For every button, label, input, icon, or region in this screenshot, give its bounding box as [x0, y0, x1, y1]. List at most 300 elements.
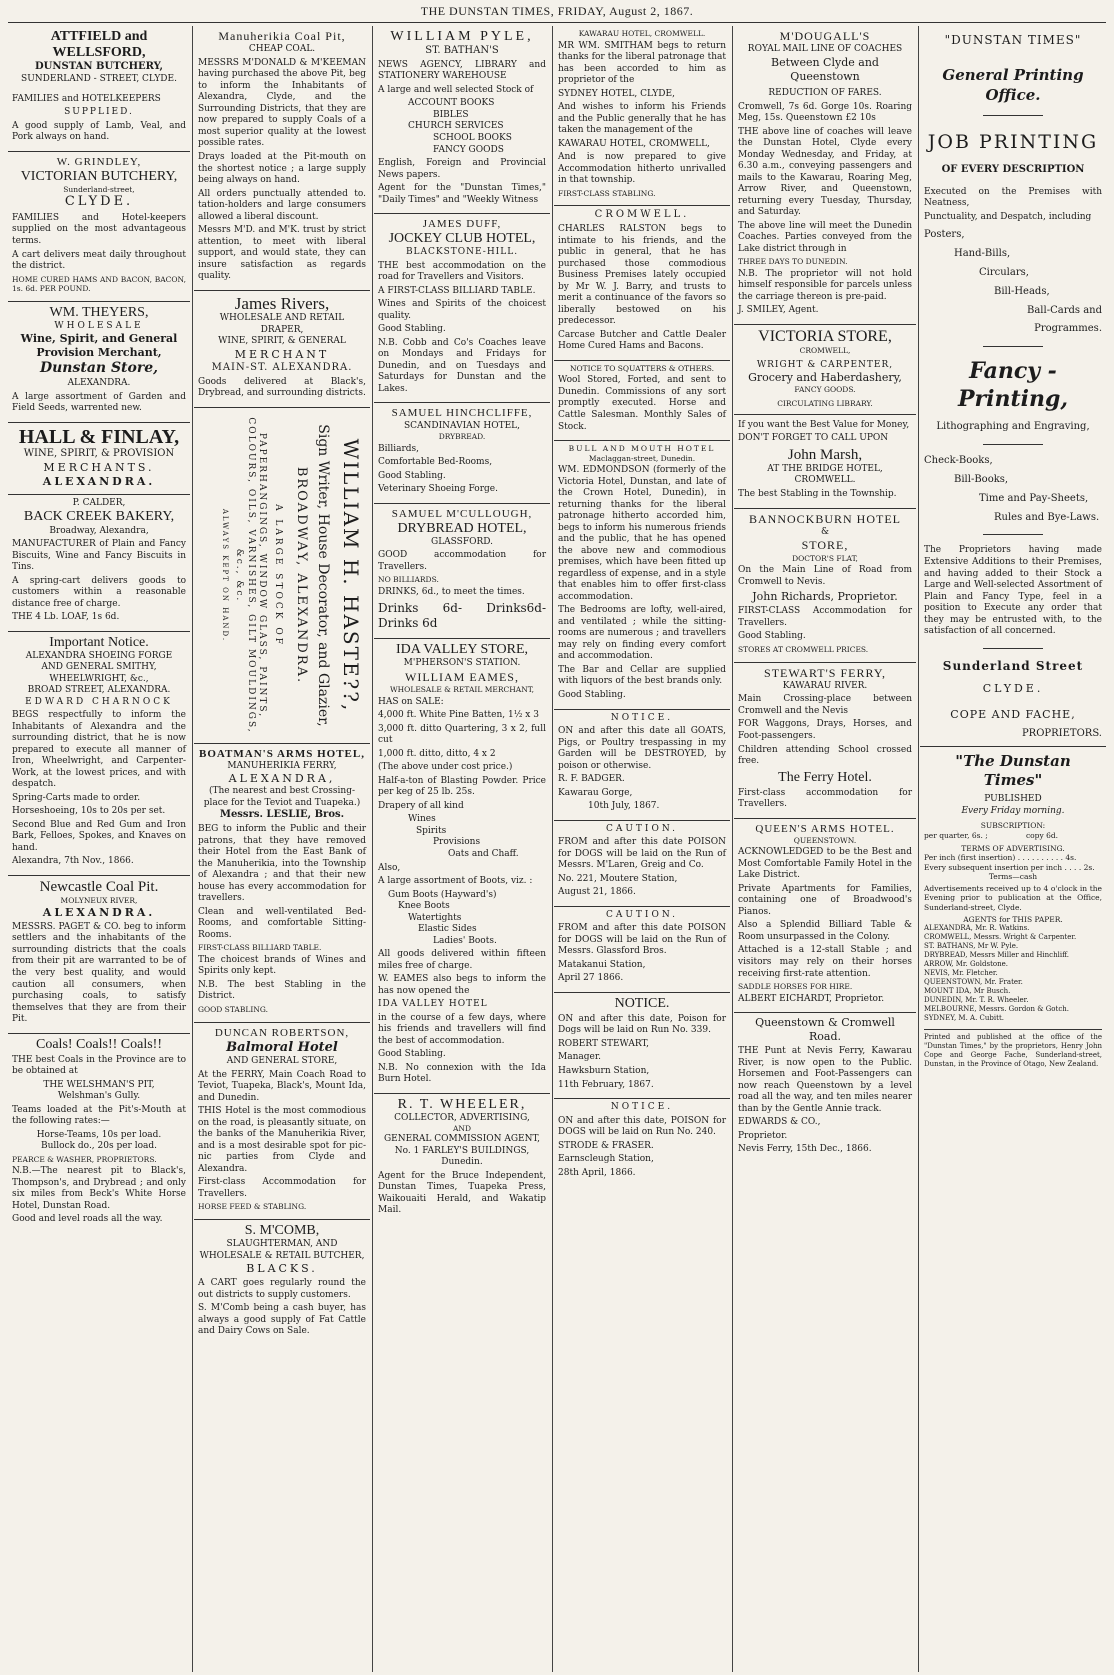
ad-text: ALEXANDRA.	[42, 474, 156, 488]
ad-text: Dunedin.	[441, 1157, 483, 1168]
ad-title: ATTFIELD and WELLSFORD,	[50, 29, 148, 61]
ad-text: ALEXANDRA,	[228, 772, 336, 786]
ad-text: 1,000 ft. ditto, ditto, 4 x 2	[378, 748, 496, 759]
ad-text: Welshman's Gully.	[57, 1091, 141, 1102]
ad-text: BLACKS.	[246, 1262, 318, 1276]
ad-title: SAMUEL HINCHCLIFFE,	[391, 407, 533, 420]
ad-text: FOR Waggons, Drays, Horses, and Foot-passengers.	[738, 719, 912, 741]
ad-text: Half-a-ton of Blasting Powder. Price per keg of 25 lb. 25s.	[378, 775, 546, 798]
ad-date: 10th July, 1867.	[588, 801, 660, 812]
ad-text: MANUHERIKIA FERRY,	[227, 760, 337, 771]
ad-text: MANUFACTURER of Plain and Fancy Biscuits, Wine and Fancy Biscuits in Tins.	[12, 539, 186, 573]
ad-text: N.B. The proprietor will not hold himself responsible for parcels unless the carriage thereon is pre-paid.	[738, 268, 912, 302]
agent-item: MOUNT IDA, Mr Busch.	[924, 986, 1011, 995]
ad-title: BULL AND MOUTH HOTEL	[568, 444, 716, 454]
ad-text: Veterinary Shoeing Forge.	[378, 484, 498, 495]
ad-text: A spring-cart delivers goods to customers within a reasonable distance free of charge.	[12, 575, 186, 609]
rule-ornament	[983, 115, 1043, 116]
ad-wheeler	[374, 1094, 550, 1224]
ad-title: STEWART'S FERRY,	[764, 665, 886, 680]
ad-grindley	[8, 152, 190, 302]
column-6	[920, 26, 1106, 1672]
ad-boatman	[194, 744, 370, 1023]
rule-ornament	[983, 444, 1043, 445]
ad-name: EDWARD CHARNOCK	[25, 696, 173, 707]
ad-text: S. M'Comb being a cash buyer, has always a good supply of Fat Cattle and Dairy Cows on Sale.	[198, 1303, 366, 1337]
ad-text: At the FERRY, Main Coach Road to Teviot, Tuapeka, Black's, Mount Ida, and Dunedin.	[198, 1069, 366, 1103]
ad-text: No. 221, Moutere Station,	[558, 873, 678, 884]
ad-text: Messrs. LESLIE, Bros.	[219, 809, 345, 821]
ad-text: A large and well selected Stock of	[378, 84, 534, 95]
ad-text: PEARCE & WASHER, PROPRIETORS.	[12, 1154, 157, 1164]
ad-text: THE Punt at Nevis Ferry, Kawarau River, is now open to the Public. Horsemen and Foot-Passengers can now reach Queenstown by a level road all the way, and ten miles nearer than by the Gentle Annie track.	[738, 1046, 912, 1114]
ad-text: Spring-Carts made to order.	[12, 792, 141, 803]
ad-text: M'PHERSON'S STATION.	[403, 658, 521, 669]
ad-cromwell	[554, 206, 730, 360]
agent-item: CROMWELL, Messrs. Wright & Carpenter.	[924, 933, 1077, 942]
ad-text: STRODE & FRASER.	[558, 1140, 654, 1151]
ad-text: N.B. No connexion with the Ida Burn Hotel.	[378, 1062, 546, 1085]
ad-list-item: BIBLES	[433, 109, 469, 120]
column-4	[554, 26, 730, 1672]
ad-title: General Printing Office.	[942, 66, 1084, 104]
ad-pyle	[374, 26, 550, 214]
ad-text: THE best accommodation on the road for Travellers and Visitors.	[378, 260, 546, 283]
ad-text: Wines and Spirits of the choicest quality.	[378, 299, 546, 321]
ad-title: "The Dunstan Times"	[955, 751, 1071, 790]
ad-text: HAS on SALE:	[378, 696, 444, 707]
ad-text: If you want the Best Value for Money,	[738, 419, 910, 430]
ad-text: Good Stabling.	[738, 631, 806, 642]
ad-title: NOTICE.	[610, 1102, 674, 1113]
ad-text: The above line will meet the Dunedin Coaches. Parties conveyed from the Lake district through in	[738, 220, 912, 254]
ad-text: The Bar and Cellar are supplied with liquors of the best brands only.	[558, 664, 726, 687]
ad-text: Clean and well-ventilated Bed-Rooms, and comfortable Sitting-Rooms.	[198, 906, 366, 940]
ad-coals	[8, 1034, 190, 1233]
ad-title: Newcastle Coal Pit.	[39, 879, 159, 895]
ad-list-item: Wines	[408, 814, 436, 825]
ad-notice-stewart	[554, 993, 730, 1099]
ad-text: Wine, Spirit, and General	[20, 332, 178, 346]
ad-list-item: Watertights	[408, 912, 462, 923]
ad-list-item: Elastic Sides	[418, 924, 477, 935]
ad-text: CHARLES RALSTON begs to intimate to his friends, and the public in general, that he has purchased those commodious Business Premises lately occupied by Mr W. J. Barry, and trusts to merit a continuance of the favors so liberally bestowed on his predecessor.	[558, 224, 726, 327]
ad-text: Kawarau Gorge,	[558, 787, 633, 798]
ad-list-item: CHURCH SERVICES	[408, 121, 504, 132]
ad-text: First-class accommodation for Travellers.	[738, 787, 912, 810]
ad-text: 4,000 ft. White Pine Batten, 1½ x 3	[378, 710, 539, 721]
ad-queenstown-road	[734, 1013, 916, 1163]
ad-printing-office	[920, 26, 1106, 747]
ad-text: KAWARAU HOTEL, CROMWELL,	[558, 138, 710, 149]
ad-text: DRINKS, 6d., to meet the times.	[378, 587, 525, 597]
ad-name: JAMES DUFF,	[422, 218, 502, 231]
ad-text: All orders punctually attended to. tation-holders and large consumers allowed a liberal discount.	[198, 188, 366, 222]
ad-title: "DUNSTAN TIMES"	[944, 33, 1082, 47]
ad-text: Children attending School crossed free.	[738, 744, 912, 767]
ad-text: BEGS respectfully to inform the Inhabitants of Alexandra and the surrounding district, that he is now prepared to execute all manner of Iron, Wheelwright, and Carpenter-Work, at the lowest prices, and with despatch.	[12, 710, 186, 790]
ad-text: PAPERHANGINGS, WINDOW GLASS, PAINTS, COLOURS, OILS, VARNISHES, GILT MOULDINGS, &c., &c.	[234, 417, 268, 734]
ad-title: M'DOUGALL'S	[779, 29, 871, 43]
ad-robertson	[194, 1023, 370, 1220]
ad-text: ON and after this date, Poison for Dogs will be laid on Run No. 339.	[558, 1013, 726, 1036]
ad-text: THE above line of coaches will leave the Dunstan Hotel, Clyde every Monday Wednesday, and Friday, at 6.30 a.m., conveying passengers and mails to the Kawarau, Roaring Meg, Arrow River, and Queenstown, returning every Tuesday, Thursday, and Saturday.	[738, 126, 912, 218]
agent-item: ALEXANDRA, Mr. R. Watkins.	[924, 924, 1030, 933]
ad-text: A CART goes regularly round the out districts to supply customers.	[198, 1278, 366, 1300]
ad-text: Wool Stored, Forted, and sent to Dunedin. Commissions of any sort promptly executed. Horse and Cattle Salesman. Monthly Sales of Stock.	[558, 375, 726, 432]
ad-kawarau	[554, 26, 730, 206]
ad-text: Terms—cash	[988, 872, 1038, 882]
ad-text: Hawksburn Station,	[558, 1065, 650, 1076]
ad-list-item: Bill-Books,	[954, 474, 1009, 486]
ad-title: Coals! Coals!! Coals!!	[36, 1036, 162, 1052]
ad-text: Agent for the "Dunstan Times," "Daily Times" and "Weekly Witness	[378, 183, 546, 205]
ad-title: CAUTION.	[605, 909, 679, 920]
ad-title: John Marsh,	[787, 446, 863, 463]
ad-text: A good supply of Lamb, Veal, and Pork always on hand.	[12, 120, 186, 143]
ad-text: Every subsequent insertion per inch . . . . 2s.	[924, 862, 1095, 872]
ad-address: SUNDERLAND - STREET, CLYDE.	[21, 73, 177, 84]
ad-text: HOME CURED HAMS AND BACON, BACON, 1s. 6d. PER POUND.	[12, 274, 186, 294]
ad-text: FAMILIES and HOTELKEEPERS	[12, 93, 161, 104]
ad-text: Good Stabling.	[378, 470, 446, 481]
ad-text: The Proprietors having made Extensive Additions to their Premises, and having added to their Stock a Large and Well-selected Assortment of Plain and Fancy Type, feel in a position to Execute any order that they may be entrusted with, to the satisfaction of all concerned.	[924, 545, 1102, 637]
ad-text: The best Stabling in the Township.	[738, 488, 897, 499]
ad-text: Also,	[378, 862, 401, 873]
ad-text: NEWS AGENCY, LIBRARY and STATIONERY WAREHOUSE	[378, 59, 546, 82]
ad-text: COPE AND FACHE,	[950, 708, 1076, 722]
ad-text: Good and level roads all the way.	[12, 1214, 163, 1225]
ad-text: The choicest brands of Wines and Spirits only kept.	[198, 954, 366, 977]
ad-text: A large assortment of Boots, viz. :	[378, 876, 533, 887]
ad-title: HALL & FINLAY,	[18, 425, 180, 448]
ad-text: ALBERT EICHARDT, Proprietor.	[738, 993, 885, 1004]
imprint: Printed and published at the office of the "Dunstan Times," by the proprietors, Henry John Cope and George Fache, Sunderland-street, Dunstan, in the Province of Otago, New Zealand.	[924, 1029, 1102, 1069]
ad-list-item: Ball-Cards and	[1027, 304, 1102, 316]
ad-text: BLACKSTONE-HILL.	[405, 247, 519, 258]
ad-text: And wishes to inform his Friends and the Public generally that he has taken the management of the	[558, 102, 726, 136]
ad-notice-strode	[554, 1099, 730, 1186]
ad-text: CROMWELL,	[799, 346, 851, 356]
ad-text: A large assortment of Garden and Field Seeds, warrented new.	[12, 391, 186, 414]
ad-text: W. EAMES also begs to inform the has now opened the	[378, 974, 546, 996]
ad-title: Fancy - Printing,	[957, 358, 1069, 413]
ad-text: KAWARAU RIVER.	[782, 680, 868, 691]
ad-text: MERCHANTS.	[43, 460, 155, 474]
ad-text: Sunderland Street	[942, 658, 1084, 673]
ad-date: April 27 1866.	[558, 973, 624, 984]
ad-title: WM. THEYERS,	[49, 304, 149, 320]
ad-text: Billiards,	[378, 443, 420, 454]
ad-text: Also a Splendid Billiard Table & Room unsurpassed in the Colony.	[738, 920, 912, 942]
ad-text: English, Foreign and Provincial News papers.	[378, 158, 546, 180]
ad-text: Attached is a 12-stall Stable ; and visitors may rely on their horses receiving first-rate attention.	[738, 945, 912, 979]
ad-list-item: SCHOOL BOOKS	[433, 132, 512, 143]
ad-text: N.B. Cobb and Co's Coaches leave on Mondays and Fridays for Dunedin, and on Tuesdays and Saturdays for Dunstan and the Lakes.	[378, 337, 546, 394]
ad-text: CLYDE.	[982, 681, 1044, 695]
ad-text: Maclaggan-street, Dunedin.	[588, 453, 696, 463]
ad-text: Provision Merchant,	[36, 346, 162, 360]
ad-text: ON and after this date, POISON for DOGS will be laid on Run No. 240.	[558, 1115, 726, 1138]
ad-text: ALEXANDRA SHOEING FORGE	[25, 650, 173, 661]
ad-text: THE WELSHMAN'S PIT,	[43, 1079, 155, 1090]
agent-item: QUEENSTOWN, Mr. Frater.	[924, 977, 1023, 986]
ad-title: NOTICE TO SQUATTERS & OTHERS.	[569, 363, 715, 373]
ad-title: VICTORIAN BUTCHERY,	[20, 168, 178, 184]
ad-text: Agent for the Bruce Independent, Dunstan Times, Tuapeka Press, Waikouaiti Herald, and Wakatip Mail.	[378, 1170, 546, 1216]
ad-calder	[8, 495, 190, 632]
ad-text: Good Stabling.	[558, 690, 626, 700]
ad-text: WINE, SPIRIT, & GENERAL	[218, 336, 346, 347]
ad-text: Dunstan Store,	[39, 360, 159, 377]
ad-date: August 21, 1866.	[558, 887, 636, 898]
ad-title: CROMWELL.	[594, 209, 690, 221]
ad-list-item: Time and Pay-Sheets,	[979, 492, 1089, 504]
ad-list-item: Posters,	[924, 229, 965, 241]
ad-text: All goods delivered within fifteen miles free of charge.	[378, 949, 546, 971]
ad-text: 3,000 ft. ditto Quartering, 3 x 2, full cut	[378, 723, 546, 746]
ad-text: MESSRS. PAGET & CO. beg to inform settlers and the inhabitants of the surrounding districts that the coals from their pit are warranted to be of the very best quality, and would caution all consumers, when purchasing coals, to satisfy themselves that they are from their Pit.	[12, 921, 186, 1025]
ad-title: BANNOCKBURN HOTEL	[749, 511, 901, 526]
columns	[8, 26, 1106, 1672]
ad-list-item: Oats and Chaff.	[448, 848, 519, 859]
ad-text: GOOD accommodation for Travellers.	[378, 550, 546, 572]
ad-title: KAWARAU HOTEL, CROMWELL.	[578, 29, 706, 38]
ad-text: AT THE BRIDGE HOTEL,	[767, 463, 883, 474]
ad-text: ALEXANDRA.	[42, 905, 156, 919]
ad-newcastle	[8, 876, 190, 1034]
agent-item: ST. BATHANS, Mr W. Pyle.	[924, 942, 1019, 951]
ad-list-item: Check-Books,	[924, 455, 993, 467]
ad-text: ROBERT STEWART,	[558, 1038, 650, 1049]
ad-mcomb	[194, 1220, 370, 1345]
ad-ida-valley	[374, 639, 550, 1094]
ad-title: NOTICE.	[610, 712, 674, 723]
ad-text: Punctuality, and Despatch, including	[924, 211, 1092, 222]
ad-text: Bullock do., 20s per load.	[40, 1141, 157, 1152]
ad-text: FROM and after this date POISON for DOGS will be laid on the Run of Messrs. Glassford Bros.	[558, 923, 726, 957]
ad-text: Grocery and Haberdashery,	[748, 371, 902, 385]
ad-text: AND GENERAL SMITHY, WHEELWRIGHT, &c.,	[41, 662, 157, 684]
ad-text: Manager.	[558, 1052, 602, 1063]
ad-text: Drays loaded at the Pit-mouth on the shortest notice ; a large supply being always on hand.	[198, 152, 366, 186]
ad-text: Matakanui Station,	[558, 959, 646, 970]
ad-text: ACKNOWLEDGED to be the Best and Most Comfortable Family Hotel in the Lake District.	[738, 847, 912, 881]
ad-list-item: FANCY GOODS	[433, 144, 504, 155]
ad-text: THREE DAYS TO DUNEDIN.	[738, 257, 848, 267]
ad-text: GOOD STABLING.	[198, 1004, 268, 1014]
ad-text: AGENTS for THIS PAPER.	[963, 914, 1063, 924]
ad-title: STORE,	[801, 538, 849, 553]
ad-date: 11th February, 1867.	[558, 1079, 654, 1090]
ad-duff	[374, 214, 550, 403]
ad-text: NO BILLIARDS.	[378, 575, 439, 585]
ad-text: CLYDE.	[64, 194, 134, 210]
rule-ornament	[983, 534, 1043, 535]
ad-text: OF EVERY DESCRIPTION	[941, 164, 1085, 176]
ad-text: &	[820, 526, 829, 537]
ad-title: Queenstown & Cromwell Road.	[755, 1016, 895, 1044]
ad-text: N.B. The best Stabling in the District.	[198, 979, 366, 1002]
ad-text: WHOLESALE & RETAIL MERCHANT,	[389, 685, 535, 695]
ad-text: The Bedrooms are lofty, well-aired, and ventilated ; while the sitting-rooms are numerous ; and travellers may rely on finding every comfort and accommodation.	[558, 605, 726, 662]
ad-text: Horseshoeing, 10s to 20s per set.	[12, 806, 166, 817]
ad-title: JOCKEY CLUB HOTEL,	[388, 231, 536, 247]
ad-list-item: Spirits	[416, 825, 447, 836]
ad-text: J. SMILEY, Agent.	[738, 305, 819, 316]
ad-text: SLAUGHTERMAN, AND WHOLESALE & RETAIL BUTCHER,	[199, 1239, 365, 1261]
ad-text: And is now prepared to give Accommodation hitherto unrivalled in that township.	[558, 152, 726, 186]
ad-title: Balmoral Hotel	[226, 1039, 338, 1055]
ad-date: 28th April, 1866.	[558, 1167, 636, 1178]
agent-item: MELBOURNE, Messrs. Gordon & Gotch.	[924, 1004, 1069, 1013]
ad-text: First-class Accommodation for Travellers.	[198, 1177, 366, 1199]
ad-text: CHEAP COAL.	[248, 44, 316, 55]
ad-text: Cromwell, 7s 6d. Gorge 10s. Roaring Meg, 15s. Queenstown £2 10s	[738, 101, 912, 124]
ad-text: STORES AT CROMWELL PRICES.	[738, 644, 869, 654]
ad-mcullough	[374, 504, 550, 640]
ad-list-item: Programmes.	[1034, 323, 1102, 335]
top-rule	[8, 22, 1106, 23]
ad-date: Nevis Ferry, 15th Dec., 1866.	[738, 1144, 872, 1155]
ad-text: DOCTOR'S FLAT,	[792, 553, 858, 563]
ad-text: THIS Hotel is the most commodious on the road, is pleasantly situate, on the banks of the Manuherikia River, and is a most desirable spot for pic-nic parties from Clyde and Alexandra.	[198, 1106, 366, 1174]
ad-title: S. M'COMB,	[244, 1223, 320, 1239]
ad-text: Sunderland-street,	[63, 184, 135, 194]
ad-title: BACK CREEK BAKERY,	[23, 509, 175, 525]
ad-text: FIRST-CLASS STABLING.	[558, 188, 656, 198]
ad-hastie	[194, 408, 370, 744]
ad-squatters	[554, 361, 730, 441]
ad-title: QUEEN'S ARMS HOTEL.	[755, 822, 895, 835]
rule-ornament	[983, 648, 1043, 649]
ad-list-item: Knee Boots	[398, 901, 450, 912]
ad-title: BOATMAN'S ARMS HOTEL,	[199, 747, 365, 760]
ad-text: REDUCTION OF FARES.	[768, 88, 882, 99]
ad-text: GLASSFORD.	[431, 536, 493, 547]
ad-text: Drapery of all kind	[378, 800, 464, 811]
ad-text: GENERAL COMMISSION AGENT,	[383, 1133, 541, 1144]
ad-text: A FIRST-CLASS BILLIARD TABLE.	[378, 285, 536, 296]
ad-text: ST. BATHAN'S	[425, 45, 499, 57]
column-2	[194, 26, 370, 1672]
ad-text: COLLECTOR, ADVERTISING,	[394, 1112, 530, 1123]
agent-item: DRYBREAD, Messrs Miller and Hinchliff.	[924, 951, 1070, 960]
ad-text: MR WM. SMITHAM begs to return thanks for the liberal patronage that has been accorded to him as proprietor of the	[558, 40, 726, 86]
ad-list-item: Gum Boots (Hayward's)	[388, 889, 497, 900]
ad-text: IDA VALLEY HOTEL	[378, 999, 488, 1010]
ad-text: Messrs M'D. and M'K. trust by strict attention, to meet with liberal support, and would state, they can insure satisfaction as regards quality.	[198, 225, 366, 282]
ad-bannockburn	[734, 509, 916, 663]
ad-text: Per inch (first insertion) . . . . . . . . . . 4s.	[924, 853, 1077, 863]
ad-list-item: ACCOUNT BOOKS	[408, 98, 495, 109]
ad-text: ALWAYS KEPT ON HAND.	[220, 508, 229, 642]
ad-date: Alexandra, 7th Nov., 1866.	[12, 856, 134, 867]
ad-text: WHOLESALE	[54, 320, 144, 331]
ad-text: FIRST-CLASS Accommodation for Travellers.	[738, 606, 912, 628]
ad-text: SCANDINAVIAN HOTEL,	[403, 420, 521, 431]
ad-marsh	[734, 415, 916, 509]
ad-rivers	[194, 291, 370, 408]
ad-text: WM. EDMONDSON (formerly of the Victoria Hotel, Dunstan, and late of the Crown Hotel, Dunedin), in returning thanks for the liberal patronage hitherto accorded him, begs to inform his numerous friends and the public, that he has opened the above new and commodious premises, which have been fitted up regardless of expense, and in a style that enables him to offer first-class accommodation.	[558, 465, 726, 602]
ad-text: Lithographing and Engraving,	[936, 421, 1090, 433]
ad-title: Manuherikia Coal Pit,	[218, 29, 346, 43]
ad-title: DRYBREAD HOTEL,	[397, 520, 527, 536]
ad-text: Horse-Teams, 10s per load.	[36, 1129, 162, 1140]
ad-title: VICTORIA STORE,	[758, 327, 892, 345]
ad-text: ROYAL MAIL LINE OF COACHES	[747, 44, 903, 55]
ad-text: BEG to inform the Public and their patrons, that they have removed their Hotel from the East Bank of the Manuherikia, into the Township of Alexandra ; and that their new house has every accommodation for travellers.	[198, 824, 366, 904]
ad-text: (The above under cost price.)	[378, 762, 513, 773]
ad-dunstan-times	[920, 747, 1106, 1076]
ad-name: DUNCAN ROBERTSON,	[214, 1026, 350, 1039]
ad-text: N.B.—The nearest pit to Black's, Thompson's, and Drybread ; and only six miles from Beck's White Horse Hotel, Dunstan Road.	[12, 1166, 186, 1211]
ad-title: The Ferry Hotel.	[778, 769, 872, 785]
ad-text: DON'T FORGET TO CALL UPON	[738, 433, 889, 444]
ad-text: DRYBREAD.	[438, 432, 486, 442]
ad-text: CROMWELL.	[794, 475, 856, 486]
agent-item: NEVIS, Mr. Fletcher.	[924, 969, 998, 978]
ad-text: in the course of a few days, where his friends and travellers will find the best of accommodation.	[378, 1012, 546, 1046]
ad-text: On the Main Line of Road from Cromwell to Nevis.	[738, 565, 912, 587]
ad-text: WHOLESALE AND RETAIL DRAPER,	[219, 313, 345, 335]
ad-text: AND	[453, 1124, 471, 1134]
ad-text: THE best Coals in the Province are to be obtained at	[12, 1054, 186, 1077]
ad-text: Every Friday morning.	[961, 805, 1065, 816]
ad-title: JOB PRINTING	[927, 130, 1099, 153]
ad-text: Sign Writer, House Decorator, and Glazier,	[315, 423, 332, 727]
ad-list-item: Bill-Heads,	[994, 285, 1050, 297]
ad-text: MESSRS M'DONALD & M'KEEMAN having purchased the above Pit, beg to inform the Inhabitants of Alexandra, Clyde, and the Surrounding Districts, that they are now prepared to supply Coals of a most superior quality at the lowest possible rates.	[198, 57, 366, 149]
ad-text: Advertisements received up to 4 o'clock in the Evening prior to publication at the Office, Sunderland-street, Clyde.	[924, 883, 1102, 913]
ad-text: FIRST-CLASS BILLIARD TABLE.	[198, 943, 322, 953]
column-3	[374, 26, 550, 1672]
ad-title: IDA VALLEY STORE,	[395, 642, 529, 658]
ad-text: ALEXANDRA.	[67, 378, 131, 389]
ad-text: AND GENERAL STORE,	[226, 1056, 338, 1067]
ad-text: Proprietor.	[738, 1130, 788, 1141]
ad-text: MERCHANT	[234, 347, 330, 361]
ad-text: Earnscleugh Station,	[558, 1154, 654, 1165]
ad-mdougall	[734, 26, 916, 325]
ad-manuherikia	[194, 26, 370, 291]
ad-text: HORSE FEED & STABLING.	[198, 1202, 307, 1212]
agent-item: SYDNEY, M. A. Cubitt.	[924, 1013, 1004, 1022]
ad-text: BROADWAY, ALEXANDRA.	[294, 466, 310, 684]
ad-text: SYDNEY HOTEL, CLYDE,	[558, 88, 675, 99]
ad-text: CIRCULATING LIBRARY.	[777, 399, 873, 409]
ad-list-item: Circulars,	[979, 266, 1029, 278]
ad-text: Private Apartments for Families, containing one of Broadwood's Pianos.	[738, 883, 912, 917]
ad-title: R. T. WHEELER,	[397, 1096, 527, 1112]
ad-text: PUBLISHED	[984, 794, 1042, 805]
ad-text: A LARGE STOCK OF	[272, 503, 283, 647]
agent-item: DUNEDIN, Mr. T. R. Wheeler.	[924, 995, 1029, 1004]
ad-text: FAMILIES and Hotel-keepers supplied on the most advantageous terms.	[12, 212, 186, 246]
masthead: THE DUNSTAN TIMES, FRIDAY, August 2, 1867.	[420, 4, 694, 18]
ad-title: WILLIAM H. HASTE??,	[339, 438, 363, 713]
ad-text: Goods delivered at Black's, Drybread, and surrounding districts.	[198, 376, 366, 399]
ad-caution-glassford	[554, 907, 730, 993]
ad-text: Good Stabling.	[378, 324, 446, 335]
column-5	[734, 26, 916, 1672]
ad-text: Main Crossing-place between Cromwell and the Nevis	[738, 694, 912, 716]
ad-text: (The nearest and best Crossing-place for the Teviot and Tuapeka.)	[203, 786, 361, 808]
ad-text: BROAD STREET, ALEXANDRA.	[27, 685, 171, 696]
ad-text: SADDLE HORSES FOR HIRE.	[738, 982, 853, 992]
ad-name: SAMUEL M'CULLOUGH,	[391, 507, 533, 520]
ad-text: PROPRIETORS.	[1021, 728, 1102, 740]
